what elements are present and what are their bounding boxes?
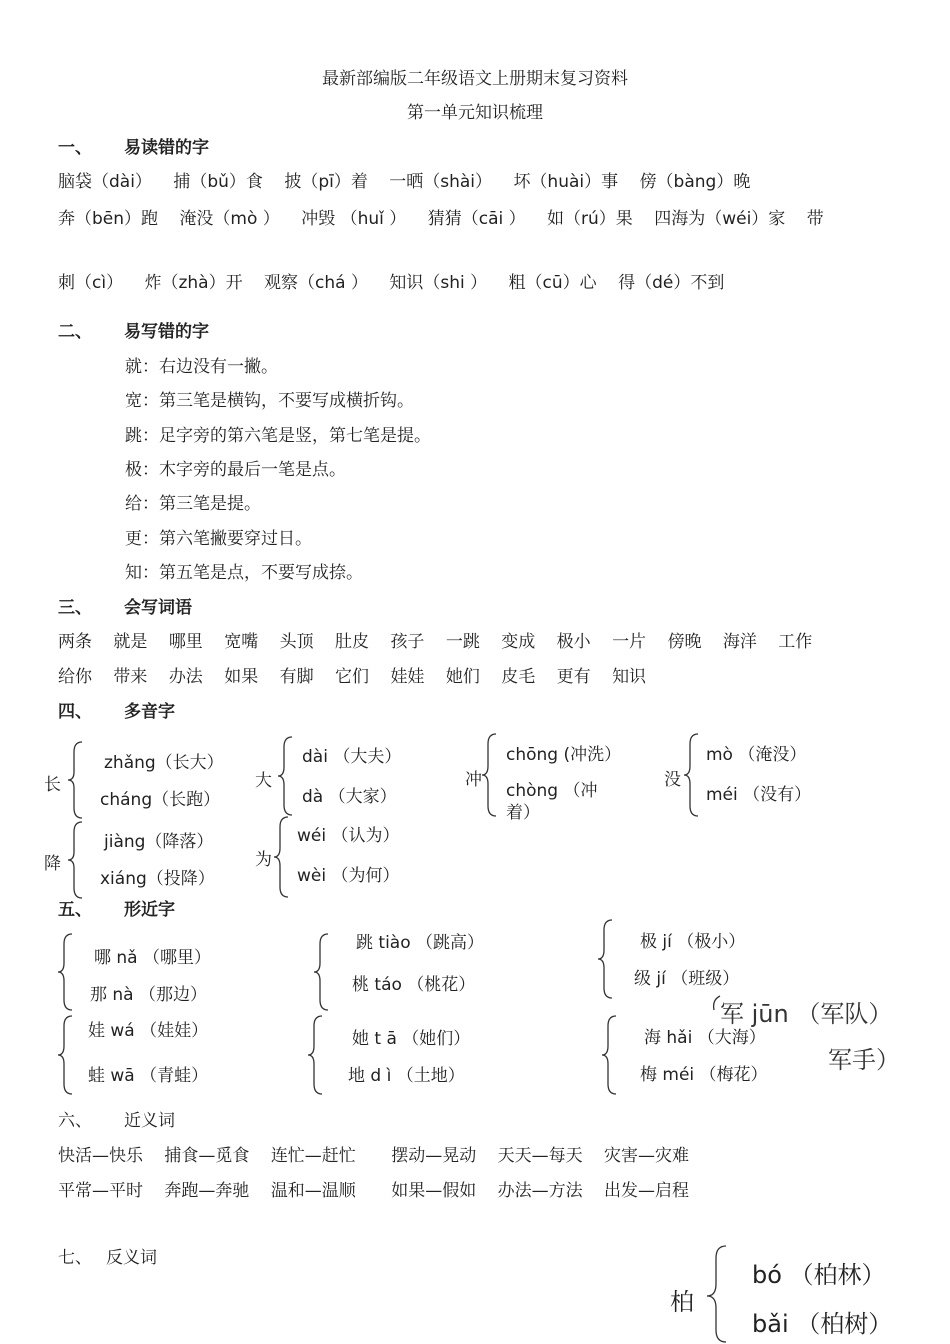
section-1-line-3 xyxy=(58,268,740,293)
word: 更有 xyxy=(556,667,591,687)
section-5-number: 五、 xyxy=(58,900,92,920)
word: 一晒（shài） xyxy=(389,172,493,192)
section-3-line-1 xyxy=(58,627,828,652)
section-1-number: 一、 xyxy=(58,138,92,158)
brace-icon xyxy=(704,1244,732,1344)
section-6-line-2 xyxy=(58,1176,705,1201)
word: 淹没（mò ） xyxy=(179,209,280,229)
polyphone-reading: dà （大家） xyxy=(302,787,397,807)
polyphone-reading: méi （没有） xyxy=(706,785,812,805)
polyphone-char-da: 大 xyxy=(255,771,272,791)
word: 带来 xyxy=(113,667,148,687)
brace-icon xyxy=(682,732,702,818)
word: 脑袋（dài） xyxy=(58,172,152,192)
similar-char: 哪 nǎ （哪里） xyxy=(94,948,211,968)
brace-icon xyxy=(66,740,86,820)
polyphone-reading: mò （淹没） xyxy=(706,745,807,765)
word: 工作 xyxy=(778,632,813,652)
polyphone-reading: cháng（长跑） xyxy=(100,790,221,810)
word: 知识（shi ） xyxy=(389,273,488,293)
polyphone-reading: xiáng（投降） xyxy=(100,869,215,889)
word: 四海为（wéi）家 xyxy=(654,209,786,229)
word: 就是 xyxy=(113,632,148,652)
brace-icon xyxy=(66,820,86,900)
stroke-note-5: 给：第三笔是提。 xyxy=(125,494,261,514)
word: 变成 xyxy=(501,632,536,652)
section-3-line-2 xyxy=(58,662,662,687)
word: 给你 xyxy=(58,667,92,687)
word: 两条 xyxy=(58,632,92,652)
word: 如果 xyxy=(224,667,259,687)
brace-icon xyxy=(272,815,292,899)
word-pair: 办法—方法 xyxy=(497,1181,583,1201)
brace-icon xyxy=(600,1014,620,1096)
stroke-note-7: 知：第五笔是点，不要写成捺。 xyxy=(125,563,363,583)
word: 刺（cì） xyxy=(58,273,124,293)
polyphone-reading: wéi （认为） xyxy=(297,826,400,846)
word-pair: 连忙—赶忙 xyxy=(270,1146,356,1166)
polyphone-char-chang: 长 xyxy=(44,775,61,795)
section-2-number: 二、 xyxy=(58,322,92,342)
word-pair: 温和—温顺 xyxy=(270,1181,356,1201)
similar-char: 那 nà （那边） xyxy=(90,985,207,1005)
polyphone-reading: zhǎng（长大） xyxy=(104,753,224,773)
polyphone-reading: chōng (冲洗） xyxy=(506,745,622,765)
word: 冲毁 （huǐ ） xyxy=(301,209,407,229)
word: 娃娃 xyxy=(390,667,425,687)
word: 有脚 xyxy=(279,667,314,687)
word-pair: 捕食—觅食 xyxy=(164,1146,250,1166)
similar-char: 蛙 wā （青蛙） xyxy=(88,1066,209,1086)
stroke-note-3: 跳：足字旁的第六笔是竖，第七笔是提。 xyxy=(125,426,431,446)
word: 披（pī）着 xyxy=(284,172,368,192)
word: 它们 xyxy=(335,667,370,687)
word: 粗（cū）心 xyxy=(508,273,597,293)
word: 知识 xyxy=(612,667,647,687)
word: 办法 xyxy=(168,667,203,687)
stroke-note-1: 就：右边没有一撇。 xyxy=(125,357,278,377)
word: 孩子 xyxy=(390,632,425,652)
section-1-line-1 xyxy=(58,167,766,192)
stroke-note-6: 更：第六笔撇要穿过日。 xyxy=(125,529,312,549)
section-1-title: 易读错的字 xyxy=(124,138,209,158)
similar-char: 桃 táo （桃花） xyxy=(352,975,476,995)
similar-char: 跳 tiào （跳高） xyxy=(356,933,485,953)
section-3-heading xyxy=(58,593,192,618)
brace-icon xyxy=(56,1014,76,1096)
word: 肚皮 xyxy=(335,632,370,652)
word: 捕（bǔ）食 xyxy=(173,172,263,192)
word: 一跳 xyxy=(445,632,480,652)
stroke-note-2: 宽：第三笔是横钩，不要写成横折钩。 xyxy=(125,391,414,411)
polyphone-reading: chòng （冲着） xyxy=(506,781,598,823)
section-4-number: 四、 xyxy=(58,702,92,722)
similar-char: 级 jí （班级） xyxy=(634,969,740,989)
polyphone-char-chong: 冲 xyxy=(465,770,482,790)
word-pair: 平常—平时 xyxy=(58,1181,143,1201)
polyphone-char-bai: 柏 xyxy=(670,1288,694,1316)
section-5-title: 形近字 xyxy=(124,900,175,920)
similar-char: 极 jí （极小） xyxy=(640,932,746,952)
word: 猜猜（cāi ） xyxy=(427,209,526,229)
word: 傍晚 xyxy=(667,632,702,652)
word: 坏（huài）事 xyxy=(513,172,619,192)
section-7-number: 七、 xyxy=(58,1248,92,1268)
section-6-number: 六、 xyxy=(58,1111,92,1131)
word: 得（dé）不到 xyxy=(618,273,725,293)
similar-char: 梅 méi （梅花） xyxy=(640,1065,768,1085)
section-2-title: 易写错的字 xyxy=(124,322,209,342)
brace-icon xyxy=(276,735,296,817)
word: 奔（bēn）跑 xyxy=(58,209,159,229)
overflow-similar-char: 军手） xyxy=(828,1046,900,1074)
word-pair: 出发—启程 xyxy=(604,1181,690,1201)
similar-char: 地 d ì （土地） xyxy=(348,1066,465,1086)
brace-icon xyxy=(596,918,616,1000)
word: 海洋 xyxy=(722,632,757,652)
similar-char: 娃 wá （娃娃） xyxy=(88,1021,209,1041)
section-4-heading xyxy=(58,697,175,722)
word-pair: 奔跑—奔驰 xyxy=(164,1181,250,1201)
word: 一片 xyxy=(612,632,647,652)
brace-icon xyxy=(312,932,332,1012)
stroke-note-4: 极：木字旁的最后一笔是点。 xyxy=(125,460,346,480)
section-7-heading xyxy=(58,1243,157,1268)
section-3-title: 会写词语 xyxy=(124,598,192,618)
section-2-heading xyxy=(58,317,209,342)
polyphone-reading: dài （大夫） xyxy=(302,747,402,767)
similar-char: 海 hǎi （大海） xyxy=(644,1028,766,1048)
word-pair: 摆动—晃动 xyxy=(391,1146,477,1166)
overflow-similar-char: 军 jūn （军队） xyxy=(720,1000,893,1028)
polyphone-char-jiang: 降 xyxy=(44,854,61,874)
section-3-number: 三、 xyxy=(58,598,92,618)
word: 她们 xyxy=(445,667,480,687)
word-pair: 天天—每天 xyxy=(497,1146,583,1166)
word-pair: 灾害—灾难 xyxy=(604,1146,690,1166)
brace-icon xyxy=(56,932,76,1012)
word: 头顶 xyxy=(279,632,314,652)
brace-icon xyxy=(306,1014,326,1096)
polyphone-char-wei: 为 xyxy=(255,850,272,870)
word: 炸（zhà）开 xyxy=(144,273,243,293)
similar-char: 她 t ā （她们） xyxy=(352,1029,471,1049)
polyphone-reading: bó （柏林） xyxy=(752,1261,886,1289)
word: 如（rú）果 xyxy=(547,209,633,229)
word: 傍（bàng）晚 xyxy=(639,172,751,192)
polyphone-reading: wèi （为何） xyxy=(297,866,400,886)
word: 哪里 xyxy=(168,632,203,652)
word: 宽嘴 xyxy=(224,632,259,652)
polyphone-reading: bǎi （柏树） xyxy=(752,1310,893,1338)
section-5-heading xyxy=(58,895,175,920)
document-subtitle: 第一单元知识梳理 xyxy=(407,103,543,123)
word-pair: 快活—快乐 xyxy=(58,1146,143,1166)
document-title: 最新部编版二年级语文上册期末复习资料 xyxy=(322,69,628,89)
word: 观察（chá ） xyxy=(264,273,368,293)
word: 皮毛 xyxy=(501,667,536,687)
word: 带 xyxy=(806,209,824,229)
word-pair: 如果—假如 xyxy=(391,1181,477,1201)
section-4-title: 多音字 xyxy=(124,702,175,722)
section-1-heading xyxy=(58,133,209,158)
section-6-line-1 xyxy=(58,1141,705,1166)
brace-icon xyxy=(480,732,500,818)
section-1-line-2 xyxy=(58,204,840,229)
section-6-title: 近义词 xyxy=(124,1111,175,1131)
polyphone-char-mei: 没 xyxy=(664,770,681,790)
word: 极小 xyxy=(556,632,591,652)
section-7-title: 反义词 xyxy=(106,1248,157,1268)
polyphone-reading: jiàng（降落） xyxy=(104,832,214,852)
section-6-heading xyxy=(58,1106,175,1131)
